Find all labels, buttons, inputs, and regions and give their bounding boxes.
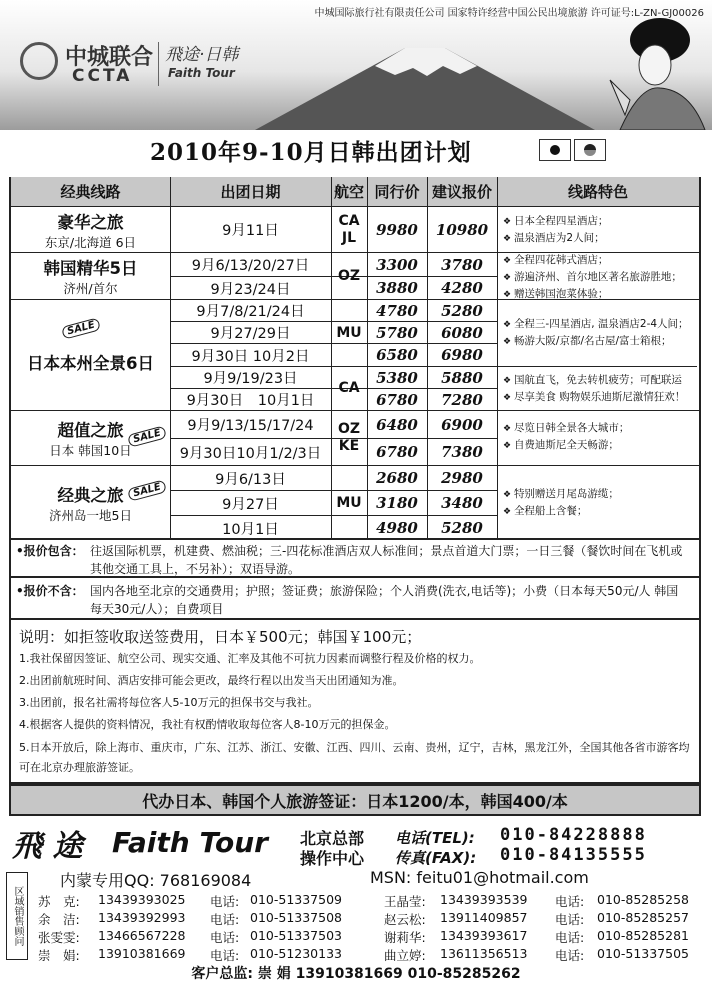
contact-phone-label: 电话: bbox=[210, 912, 240, 927]
contact-phone: 010-85285257 bbox=[597, 910, 689, 925]
tel-number: 010-84228888 bbox=[500, 825, 647, 845]
contact-phone: 010-51337505 bbox=[597, 946, 689, 961]
ccta-logo-cn: 中城联合 bbox=[65, 45, 154, 70]
contact-name: 王晶莹: bbox=[384, 894, 426, 909]
contact-name: 谢莉华: bbox=[384, 930, 426, 945]
contact-phone-label: 电话: bbox=[210, 948, 240, 963]
tel-label: 电话(TEL): bbox=[395, 829, 475, 847]
peer-price: 6780 bbox=[376, 443, 418, 461]
date-cell: 9月30日10月1/2/3日 bbox=[179, 445, 322, 462]
date-cell: 9月30日 10月2日 bbox=[191, 348, 310, 365]
peer-price: 4780 bbox=[376, 301, 418, 320]
logo-divider bbox=[158, 42, 159, 86]
peer-price: 3880 bbox=[376, 279, 418, 297]
contact-phone: 010-51230133 bbox=[250, 946, 342, 961]
date-cell: 9月30日 10月1日 bbox=[186, 393, 315, 409]
airline-cell: OZ bbox=[337, 267, 361, 284]
hq-label: 北京总部 bbox=[300, 829, 365, 848]
visa-service-band: 代办日本、韩国个人旅游签证：日本1200/本，韩国400/本 bbox=[9, 784, 701, 816]
grid-line bbox=[497, 177, 498, 540]
peer-price: 6480 bbox=[376, 415, 418, 434]
header-banner bbox=[0, 0, 712, 130]
peer-price: 2680 bbox=[376, 469, 418, 487]
contact-name: 张雯雯: bbox=[38, 930, 80, 945]
feature-item: ❖ 畅游大阪/京都/名古屋/富士箱根； bbox=[503, 333, 689, 350]
sale-badge: SALE bbox=[61, 317, 101, 339]
exclude-label: •报价不含： bbox=[16, 584, 84, 598]
feature-item: ❖ 国航直飞，免去转机疲劳；可配联运 bbox=[503, 372, 685, 389]
route-sub: 济州岛一地5日 bbox=[49, 508, 132, 523]
contact-mobile: 13911409857 bbox=[440, 910, 528, 925]
include-label: •报价包含： bbox=[16, 544, 84, 558]
page-title: 2010年9-10月日韩出团计划 bbox=[150, 139, 472, 166]
contact-phone-label: 电话: bbox=[555, 948, 585, 963]
contact-phone-label: 电话: bbox=[555, 894, 585, 909]
peer-price: 4980 bbox=[376, 519, 418, 537]
contact-phone: 010-51337503 bbox=[250, 928, 342, 943]
sale-badge: SALE bbox=[127, 479, 167, 501]
faith-brand-cn: 飛 途 bbox=[12, 829, 83, 864]
route-features bbox=[503, 213, 608, 247]
route-name: 经典之旅 bbox=[57, 486, 124, 505]
fax-label: 传真(FAX): bbox=[395, 849, 477, 867]
contact-mobile: 13611356513 bbox=[440, 946, 528, 961]
feature-item: ❖ 全程船上含餐； bbox=[503, 503, 619, 520]
japan-flag-icon bbox=[539, 139, 571, 161]
feature-item: ❖ 自费迪斯尼全天畅游； bbox=[503, 437, 629, 454]
route-features bbox=[503, 252, 682, 303]
date-cell: 9月7/8/21/24日 bbox=[196, 304, 305, 320]
explanation-item: 4.根据客人提供的资料情况，我社有权酌情收取每位客人8-10万元的担保金。 bbox=[19, 718, 396, 731]
contact-name: 苏 克: bbox=[38, 894, 80, 909]
suggest-price: 6080 bbox=[441, 323, 483, 342]
feature-item: ❖ 尽览日韩全景各大城市； bbox=[503, 420, 629, 437]
peer-price: 5780 bbox=[376, 323, 418, 342]
suggest-price: 6980 bbox=[441, 346, 483, 364]
contact-name: 崇 娟: bbox=[38, 948, 80, 963]
geisha-illustration bbox=[590, 10, 710, 130]
ccta-logo-icon bbox=[20, 42, 58, 80]
contact-name: 赵云松: bbox=[384, 912, 426, 927]
suggest-price: 5280 bbox=[441, 519, 483, 537]
suggest-price: 4280 bbox=[441, 279, 483, 297]
korea-flag-icon bbox=[574, 139, 606, 161]
feature-item: ❖ 温泉酒店为2人间； bbox=[503, 230, 608, 247]
contact-phone-label: 电话: bbox=[555, 930, 585, 945]
date-cell: 9月23/24日 bbox=[210, 281, 291, 298]
license-line: 中城国际旅行社有限责任公司 国家特许经营中国公民出境旅游 许可证号:L-ZN-GJ00026 bbox=[314, 8, 704, 19]
contact-mobile: 13439393539 bbox=[440, 892, 528, 907]
contact-mobile: 13910381669 bbox=[98, 946, 186, 961]
contact-phone: 010-85285281 bbox=[597, 928, 689, 943]
airline-cell: OZ KE bbox=[337, 421, 361, 454]
feature-item: ❖ 特别赠送月尾岛游缆； bbox=[503, 486, 619, 503]
route-cell bbox=[11, 466, 170, 540]
suggest-price: 3780 bbox=[441, 255, 483, 274]
qq-contact: 内蒙专用QQ: 768169084 bbox=[60, 871, 252, 890]
col-header-peer-price: 同行价 bbox=[367, 177, 427, 207]
route-name: 日本本州全景6日 bbox=[27, 354, 154, 373]
peer-price: 5380 bbox=[376, 368, 418, 387]
suggest-price: 10980 bbox=[435, 220, 489, 239]
contact-mobile: 13439393025 bbox=[98, 892, 186, 907]
route-cell bbox=[11, 253, 170, 299]
contact-phone-label: 电话: bbox=[555, 912, 585, 927]
route-features bbox=[503, 372, 685, 406]
feature-item: ❖ 赠送韩国泡菜体验； bbox=[503, 286, 682, 303]
suggest-price: 2980 bbox=[441, 469, 483, 487]
fax-number: 010-84135555 bbox=[500, 845, 647, 865]
explanation-item: 1.我社保留因签证、航空公司、现实交通、汇率及其他不可抗力因素而调整行程及价格的权力。 bbox=[19, 652, 481, 665]
col-header-airline: 航空 bbox=[331, 177, 367, 207]
ccta-logo-en: CCTA bbox=[72, 66, 133, 86]
col-header-date: 出团日期 bbox=[170, 177, 331, 207]
suggest-price: 5280 bbox=[441, 301, 483, 320]
contact-mobile: 13466567228 bbox=[98, 928, 186, 943]
peer-price: 6780 bbox=[376, 390, 418, 409]
contact-mobile: 13439393617 bbox=[440, 928, 528, 943]
explanation-item: 5.日本开放后，除上海市、重庆市，广东、江苏、浙江、安徽、江西、四川、云南、贵州，辽宁，吉林，黑龙江外，全国其他各省市游客均可在北京办理旅游签证。 bbox=[19, 741, 690, 774]
faith-logo-cn: 飛途·日韩 bbox=[165, 45, 239, 65]
contact-phone: 010-51337509 bbox=[250, 892, 342, 907]
suggest-price: 7380 bbox=[441, 443, 483, 461]
route-cell bbox=[11, 207, 170, 252]
route-features bbox=[503, 420, 629, 454]
date-cell: 10月1日 bbox=[222, 521, 279, 538]
peer-price: 6580 bbox=[376, 346, 418, 364]
feature-item: ❖ 全程四花韩式酒店； bbox=[503, 252, 682, 269]
route-name: 韩国精华5日 bbox=[43, 259, 138, 278]
msn-contact: MSN: feitu01@hotmail.com bbox=[370, 868, 589, 887]
feature-item: ❖ 游遍济州、首尔地区著名旅游胜地； bbox=[503, 269, 682, 286]
date-cell: 9月27/29日 bbox=[210, 326, 291, 342]
contact-name: 余 洁: bbox=[38, 912, 80, 927]
col-header-suggest-price: 建议报价 bbox=[427, 177, 497, 207]
explanation-item: 2.出团前航班时间、酒店安排可能会更改，最终行程以出发当天出团通知为准。 bbox=[19, 674, 404, 687]
region-sales-label: 区域销售顾问 bbox=[6, 872, 28, 960]
contact-phone-label: 电话: bbox=[210, 894, 240, 909]
route-sub: 东京/北海道 6日 bbox=[44, 234, 137, 250]
suggest-price: 7280 bbox=[441, 390, 483, 409]
include-text: 往返国际机票，机建费、燃油税；三-四花标准酒店双人标准间；景点首道大门票；一日三餐（餐饮时间在飞机或其他交通工具上，不另补）；双语导游。 bbox=[90, 544, 683, 576]
suggest-price: 3480 bbox=[441, 494, 483, 512]
airline-cell: MU bbox=[336, 494, 362, 511]
route-name: 超值之旅 bbox=[57, 421, 124, 440]
date-cell: 9月6/13日 bbox=[215, 471, 286, 488]
date-cell: 9月9/13/15/17/24 bbox=[187, 418, 314, 434]
ops-center-label: 操作中心 bbox=[300, 849, 365, 868]
feature-item: ❖ 尽享美食 购物娱乐迪斯尼激情狂欢！ bbox=[503, 389, 685, 406]
date-cell: 9月27日 bbox=[222, 496, 279, 513]
date-cell: 9月9/19/23日 bbox=[203, 371, 298, 387]
customer-director: 客户总监: 崇 娟 13910381669 010-85285262 bbox=[191, 966, 521, 982]
contact-name: 曲立婷: bbox=[384, 948, 426, 963]
date-cell: 9月11日 bbox=[222, 223, 279, 239]
route-cell bbox=[11, 300, 170, 410]
contact-phone: 010-85285258 bbox=[597, 892, 689, 907]
route-name: 豪华之旅 bbox=[57, 212, 124, 232]
exclude-text: 国内各地至北京的交通费用；护照；签证费；旅游保险；个人消费(洗衣,电话等)；小费（日本每天50元/人 韩国每天30元/人）；自费项目 bbox=[90, 584, 679, 616]
sale-badge: SALE bbox=[127, 425, 167, 447]
col-header-features: 线路特色 bbox=[497, 177, 699, 207]
contact-mobile: 13439392993 bbox=[98, 910, 186, 925]
peer-price: 3180 bbox=[376, 494, 418, 512]
airline-cell: CA bbox=[338, 380, 360, 396]
explanation-item: 3.出团前，报名社需将每位客人5-10万元的担保书交与我社。 bbox=[19, 696, 319, 709]
airline-cell: MU bbox=[336, 324, 362, 341]
feature-item: ❖ 全程三-四星酒店, 温泉酒店2-4人间； bbox=[503, 316, 689, 333]
route-features bbox=[503, 486, 619, 520]
route-sub: 日本 韩国10日 bbox=[49, 443, 132, 458]
contact-phone-label: 电话: bbox=[210, 930, 240, 945]
date-cell: 9月6/13/20/27日 bbox=[191, 258, 310, 274]
explanation-title: 说明：如拒签收取送签费用，日本￥500元；韩国￥100元； bbox=[19, 628, 422, 646]
suggest-price: 6900 bbox=[441, 415, 483, 434]
mount-fuji-illustration bbox=[255, 30, 595, 130]
suggest-price: 5880 bbox=[441, 368, 483, 387]
feature-item: ❖ 日本全程四星酒店； bbox=[503, 213, 608, 230]
faith-brand-en: Faith Tour bbox=[112, 826, 268, 859]
peer-price: 3300 bbox=[376, 255, 418, 274]
faith-logo-en: Faith Tour bbox=[168, 66, 235, 80]
route-sub: 济州/首尔 bbox=[63, 281, 118, 296]
airline-cell: CA JL bbox=[338, 212, 360, 246]
route-features bbox=[503, 316, 689, 350]
contact-phone: 010-51337508 bbox=[250, 910, 342, 925]
col-header-route: 经典线路 bbox=[11, 177, 170, 207]
peer-price: 9980 bbox=[376, 220, 418, 239]
